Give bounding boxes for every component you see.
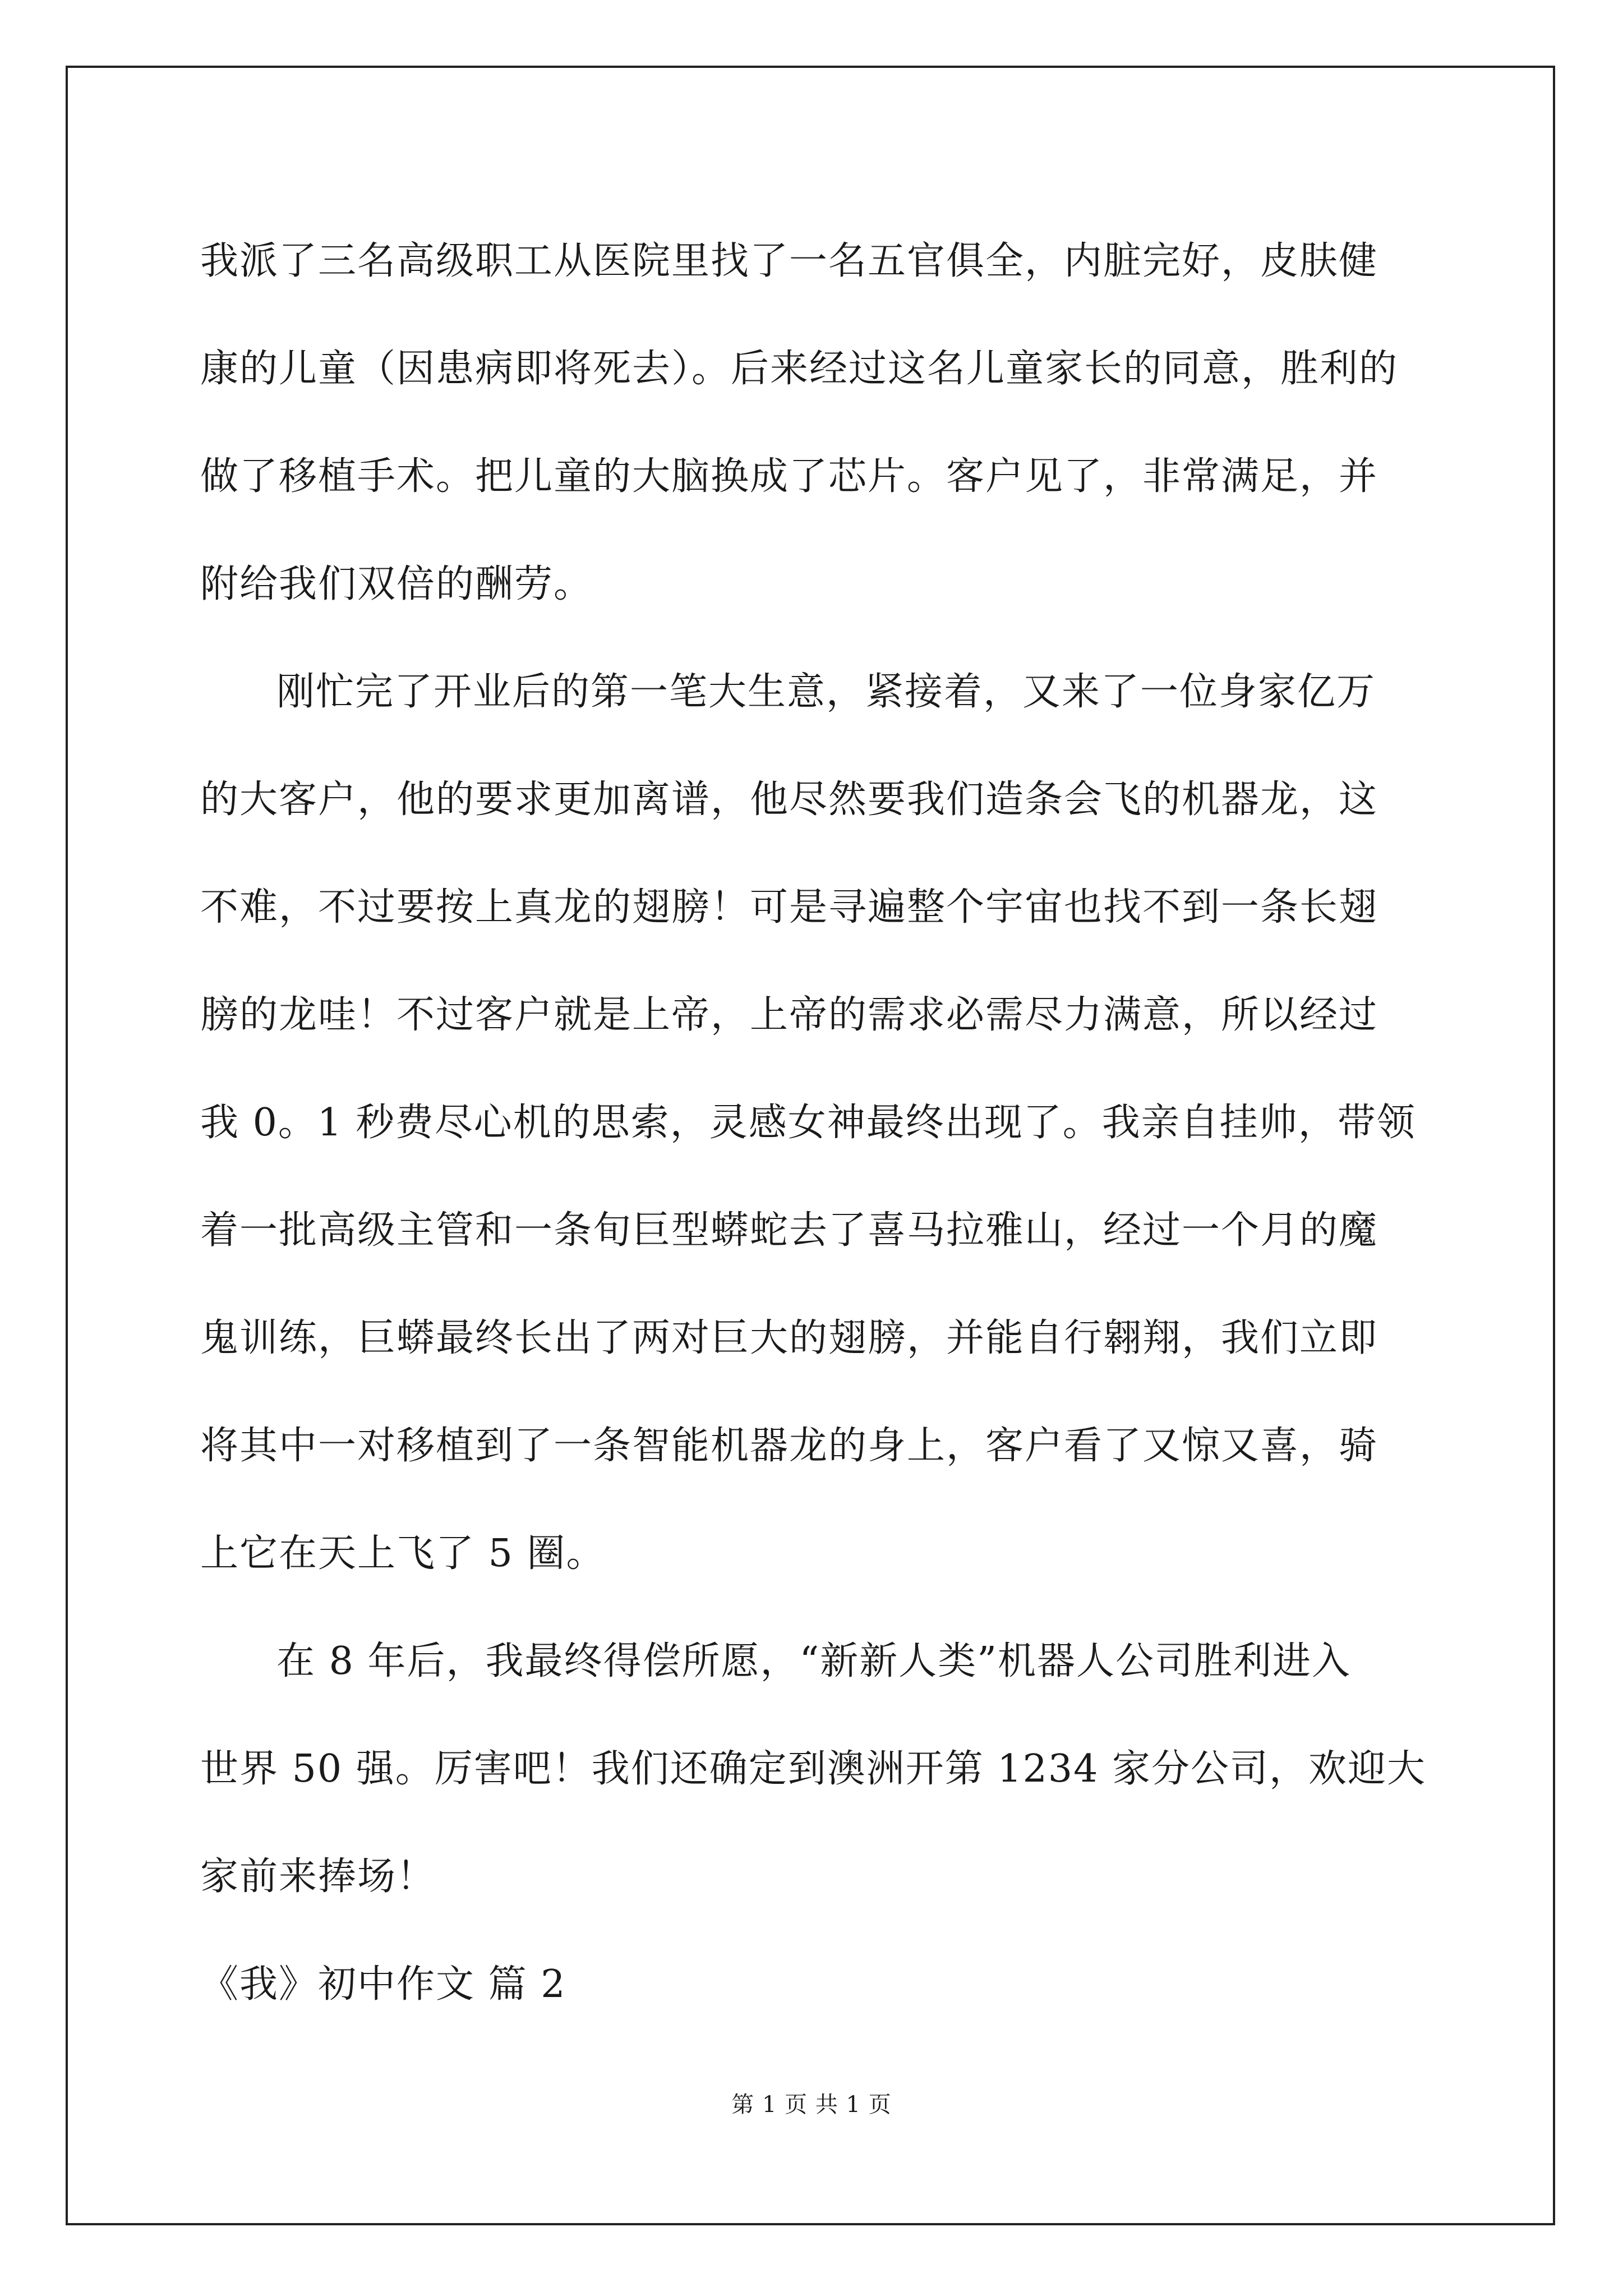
text-line: 膀的龙哇！不过客户就是上帝，上帝的需求必需尽力满意，所以经过 [200, 993, 1378, 1037]
section-heading: 《我》初中作文 篇 2 [200, 1962, 566, 2007]
text-line: 做了移植手术。把儿童的大脑换成了芯片。客户见了，非常满足，并 [200, 454, 1378, 499]
text-line: 在 8 年后，我最终得偿所愿，“新新人类”机器人公司胜利进入 [276, 1639, 1352, 1683]
text-line: 刚忙完了开业后的第一笔大生意，紧接着，又来了一位身家亿万 [276, 670, 1376, 714]
text-line: 着一批高级主管和一条旬巨型蟒蛇去了喜马拉雅山，经过一个月的魔 [200, 1208, 1378, 1253]
text-line: 世界 50 强。厉害吧！我们还确定到澳洲开第 1234 家分公司，欢迎大 [200, 1747, 1427, 1791]
text-line: 家前来捧场！ [200, 1855, 436, 1899]
text-line: 我 0。1 秒费尽心机的思索，灵感女神最终出现了。我亲自挂帅，带领 [200, 1101, 1416, 1145]
text-line: 康的儿童（因患病即将死去）。后来经过这名儿童家长的同意，胜利的 [200, 347, 1399, 391]
paragraph-2 [200, 638, 1428, 1608]
text-line: 附给我们双倍的酬劳。 [200, 562, 593, 606]
page-footer: 第 1 页 共 1 页 [731, 2092, 892, 2118]
paragraph-1 [200, 208, 1428, 638]
text-line: 将其中一对移植到了一条智能机器龙的身上，客户看了又惊又喜，骑 [200, 1424, 1378, 1468]
text-line: 我派了三名高级职工从医院里找了一名五官俱全，内脏完好，皮肤健 [200, 239, 1378, 283]
text-line: 的大客户，他的要求更加离谱，他尽然要我们造条会飞的机器龙，这 [200, 777, 1378, 822]
text-line: 鬼训练，巨蟒最终长出了两对巨大的翅膀，并能自行翱翔，我们立即 [200, 1316, 1378, 1360]
text-line: 不难，不过要按上真龙的翅膀！可是寻遍整个宇宙也找不到一条长翅 [200, 885, 1378, 930]
paragraph-3 [200, 1608, 1428, 1931]
document-body [200, 208, 1428, 2039]
text-line: 上它在天上飞了 5 圈。 [200, 1531, 606, 1576]
